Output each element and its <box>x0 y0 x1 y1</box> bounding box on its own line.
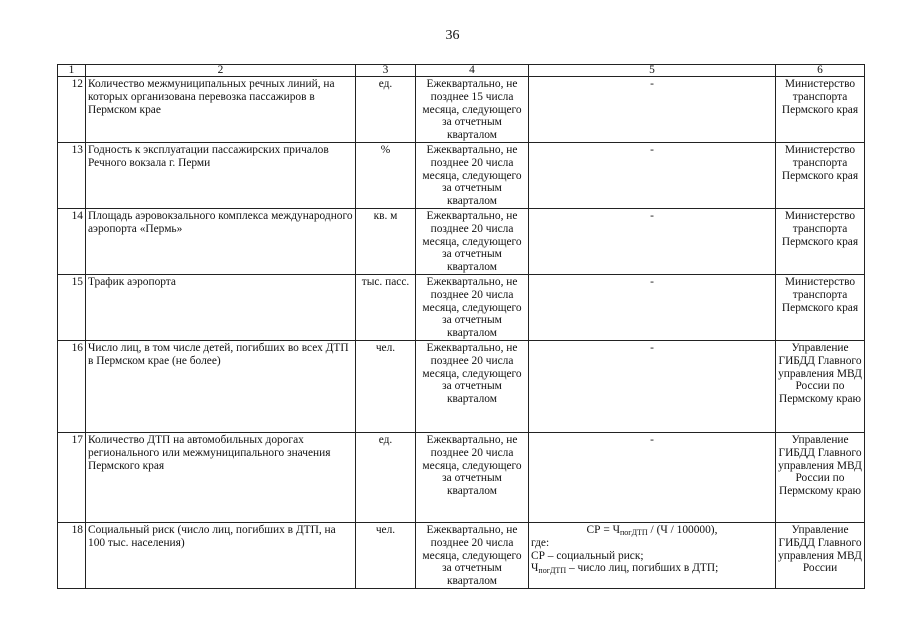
formula-text: Ч <box>531 562 539 575</box>
period-cell: Ежеквартально, не позднее 20 числа месяца, следующего за отчетным кварталом <box>416 209 529 275</box>
table-row <box>58 523 865 589</box>
row-number: 16 <box>58 341 86 433</box>
responsible-cell: Управление ГИБДД Главного управления МВД России по Пермскому краю <box>776 341 865 433</box>
unit-cell: чел. <box>356 341 416 433</box>
formula-cell: - <box>529 143 776 209</box>
period-cell: Ежеквартально, не позднее 15 числа месяца, следующего за отчетным кварталом <box>416 77 529 143</box>
formula-cell: - <box>529 433 776 523</box>
formula-main <box>531 524 773 537</box>
page-number: 36 <box>445 28 460 43</box>
indicator-name: Годность к эксплуатации пассажирских причалов Речного вокзала г. Перми <box>86 143 356 209</box>
column-number: 4 <box>416 65 529 77</box>
responsible-cell: Управление ГИБДД Главного управления МВД России по Пермскому краю <box>776 433 865 523</box>
formula-subscript: погДТП <box>538 566 567 576</box>
unit-cell: % <box>356 143 416 209</box>
row-number: 17 <box>58 433 86 523</box>
formula-text: / (Ч / 100000), <box>647 524 718 536</box>
row-number: 18 <box>58 523 86 589</box>
responsible-cell: Министерство транспорта Пермского края <box>776 77 865 143</box>
column-number: 1 <box>58 65 86 77</box>
unit-cell: ед. <box>356 433 416 523</box>
formula-cell: - <box>529 77 776 143</box>
formula-cell <box>529 523 776 589</box>
row-number: 15 <box>58 275 86 341</box>
indicator-name: Количество ДТП на автомобильных дорогах регионального или межмуниципального значения Пермского края <box>86 433 356 523</box>
period-cell: Ежеквартально, не позднее 20 числа месяца, следующего за отчетным кварталом <box>416 275 529 341</box>
responsible-cell: Министерство транспорта Пермского края <box>776 143 865 209</box>
table-row <box>58 341 865 433</box>
period-cell: Ежеквартально, не позднее 20 числа месяца, следующего за отчетным кварталом <box>416 341 529 433</box>
formula-cell: - <box>529 341 776 433</box>
formula-cell: - <box>529 209 776 275</box>
formula-subscript: погДТП <box>620 528 648 537</box>
indicators-table <box>57 64 865 589</box>
table-row <box>58 433 865 523</box>
formula-cell: - <box>529 275 776 341</box>
column-number: 3 <box>356 65 416 77</box>
table-row <box>58 209 865 275</box>
table-row <box>58 143 865 209</box>
formula-definition <box>531 562 773 575</box>
column-number: 2 <box>86 65 356 77</box>
column-number: 5 <box>529 65 776 77</box>
row-number: 13 <box>58 143 86 209</box>
table-row <box>58 77 865 143</box>
row-number: 12 <box>58 77 86 143</box>
row-number: 14 <box>58 209 86 275</box>
indicator-name: Социальный риск (число лиц, погибших в ДТП, на 100 тыс. населения) <box>86 523 356 589</box>
unit-cell: чел. <box>356 523 416 589</box>
column-number-row <box>58 65 865 77</box>
formula-text: СР = Ч <box>586 524 621 536</box>
period-cell: Ежеквартально, не позднее 20 числа месяца, следующего за отчетным кварталом <box>416 433 529 523</box>
unit-cell: кв. м <box>356 209 416 275</box>
formula-definition: СР – социальный риск; <box>531 549 644 562</box>
indicator-name: Количество межмуниципальных речных линий, на которых организована перевозка пассажиров в Пермском крае <box>86 77 356 143</box>
responsible-cell: Министерство транспорта Пермского края <box>776 209 865 275</box>
formula-where: где: <box>531 536 550 549</box>
indicator-name: Число лиц, в том числе детей, погибших во всех ДТП в Пермском крае (не более) <box>86 341 356 433</box>
unit-cell: тыс. пасс. <box>356 275 416 341</box>
responsible-cell: Управление ГИБДД Главного управления МВД России <box>776 523 865 589</box>
table-row <box>58 275 865 341</box>
period-cell: Ежеквартально, не позднее 20 числа месяца, следующего за отчетным кварталом <box>416 143 529 209</box>
column-number: 6 <box>776 65 865 77</box>
indicator-name: Трафик аэропорта <box>86 275 356 341</box>
responsible-cell: Министерство транспорта Пермского края <box>776 275 865 341</box>
indicator-name: Площадь аэровокзального комплекса международного аэропорта «Пермь» <box>86 209 356 275</box>
period-cell: Ежеквартально, не позднее 20 числа месяца, следующего за отчетным кварталом <box>416 523 529 589</box>
unit-cell: ед. <box>356 77 416 143</box>
formula-text: – число лиц, погибших в ДТП; <box>566 562 719 575</box>
